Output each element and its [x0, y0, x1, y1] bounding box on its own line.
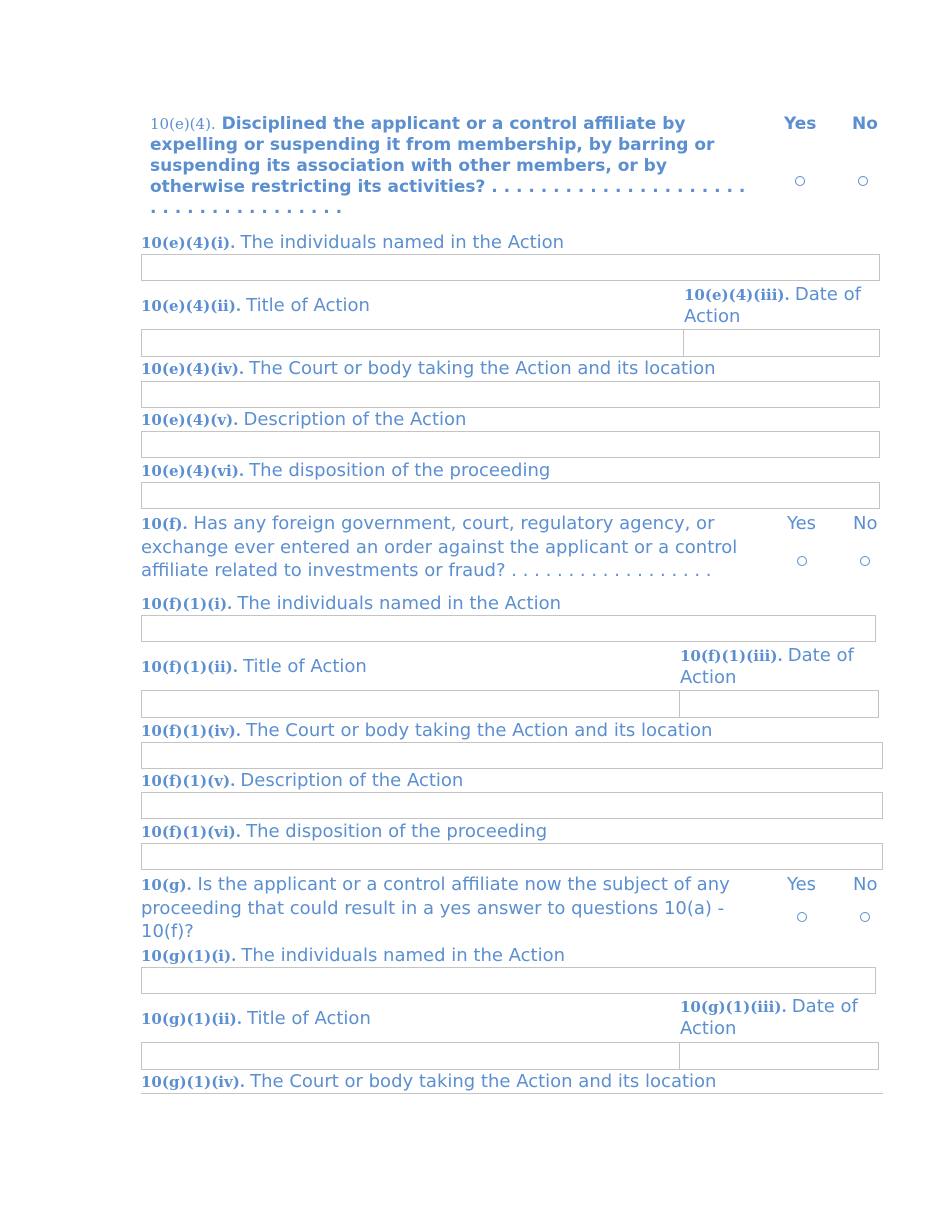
field-label-10f1-vi [141, 821, 547, 842]
field-number: 10(e)(4)(i). [141, 234, 236, 252]
field-label-10g1-ii [141, 1008, 371, 1029]
field-number: 10(f)(1)(i). [141, 595, 233, 613]
title-input-10f1[interactable] [141, 690, 681, 718]
field-number: 10(e)(4)(vi). [141, 462, 245, 480]
radio-yes-10f[interactable] [797, 556, 807, 566]
field-label-10e4-iv [141, 358, 716, 379]
field-label: Date of Action [680, 996, 858, 1039]
field-number: 10(f)(1)(ii). [141, 658, 238, 676]
radio-no-10f[interactable] [860, 556, 870, 566]
individuals-input-10g1[interactable] [141, 967, 876, 994]
date-input-10f1[interactable] [679, 690, 879, 718]
field-label: The Court or body taking the Action and its location [250, 1071, 717, 1092]
field-label-10e4-vi [141, 460, 550, 481]
field-label: Description of the Action [243, 409, 467, 430]
radio-yes-10e4[interactable] [795, 176, 805, 186]
radio-yes-10g[interactable] [797, 912, 807, 922]
question-10g [141, 873, 761, 943]
field-number: 10(e)(4)(ii). [141, 297, 242, 315]
date-input-10g1[interactable] [679, 1042, 879, 1070]
field-label: The Court or body taking the Action and its location [246, 720, 713, 741]
field-number: 10(f)(1)(iii). [680, 647, 783, 665]
field-label: The individuals named in the Action [241, 945, 566, 966]
yes-label: Yes [787, 513, 817, 534]
yes-label: Yes [787, 874, 817, 895]
description-input-10f1[interactable] [141, 792, 883, 819]
field-number: 10(g)(1)(iv). [141, 1073, 246, 1091]
field-label-10e4-i [141, 232, 564, 253]
field-label: Title of Action [243, 656, 367, 677]
field-number: 10(e)(4)(iii). [684, 286, 790, 304]
field-label-10f1-ii [141, 656, 367, 677]
individuals-input-10e4[interactable] [141, 254, 880, 281]
field-label: Title of Action [247, 1008, 371, 1029]
section-divider [141, 1093, 883, 1094]
field-label-10e4-ii [141, 295, 370, 316]
field-label: Title of Action [246, 295, 370, 316]
field-number: 10(e)(4)(v). [141, 411, 239, 429]
field-label-10g1-iv [141, 1071, 716, 1092]
disposition-input-10f1[interactable] [141, 843, 883, 870]
field-label: The individuals named in the Action [240, 232, 565, 253]
field-label-10g1-i [141, 945, 565, 966]
court-input-10f1[interactable] [141, 742, 883, 769]
field-number: 10(g)(1)(ii). [141, 1010, 243, 1028]
field-label: Description of the Action [240, 770, 464, 791]
question-text: Has any foreign government, court, regulatory agency, or exchange ever entered an order against the applicant or a control affiliate related to investments or fraud? . . . . . . . . . . . . . . . . . . [141, 513, 738, 581]
field-number: 10(e)(4)(iv). [141, 360, 245, 378]
court-input-10e4[interactable] [141, 381, 880, 408]
yes-label: Yes [784, 114, 817, 134]
radio-no-10g[interactable] [860, 912, 870, 922]
no-label: No [853, 874, 878, 895]
field-label: Date of Action [680, 645, 854, 688]
radio-no-10e4[interactable] [858, 176, 868, 186]
field-label-10f1-v [141, 770, 463, 791]
no-label: No [853, 513, 878, 534]
field-label-10f1-iv [141, 720, 712, 741]
field-number: 10(g)(1)(iii). [680, 998, 787, 1016]
question-text: Is the applicant or a control affiliate now the subject of any proceeding that could result in a yes answer to questions 10(a) - 10(f)? [141, 874, 730, 942]
question-10f [141, 512, 766, 582]
field-label-10e4-v [141, 409, 466, 430]
field-label-10e4-iii [684, 284, 874, 328]
question-10e4 [150, 114, 755, 219]
title-input-10e4[interactable] [141, 329, 685, 357]
field-label: The Court or body taking the Action and its location [249, 358, 716, 379]
field-label-10f1-iii [680, 645, 870, 689]
date-input-10e4[interactable] [683, 329, 880, 357]
field-number: 10(f)(1)(vi). [141, 823, 241, 841]
field-label: The individuals named in the Action [237, 593, 561, 614]
field-label-10f1-i [141, 593, 561, 614]
question-number: 10(g). [141, 876, 192, 894]
field-label: The disposition of the proceeding [249, 460, 551, 481]
field-label-10g1-iii [680, 996, 870, 1040]
no-label: No [852, 114, 878, 134]
field-label: The disposition of the proceeding [246, 821, 548, 842]
question-text: Disciplined the applicant or a control affiliate by expelling or suspending it from membership, by barring or suspending its association with other members, or by otherwise restricting its activities? . . . . . . . . . . . . . . . . . . . . . . . . . . . . . . . . . . . . . [150, 114, 746, 218]
field-number: 10(g)(1)(i). [141, 947, 237, 965]
field-label: Date of Action [684, 284, 861, 327]
title-input-10g1[interactable] [141, 1042, 681, 1070]
question-number: 10(f). [141, 515, 188, 533]
field-number: 10(f)(1)(iv). [141, 722, 241, 740]
disposition-input-10e4[interactable] [141, 482, 880, 509]
individuals-input-10f1[interactable] [141, 615, 876, 642]
question-number: 10(e)(4). [150, 115, 216, 133]
description-input-10e4[interactable] [141, 431, 880, 458]
field-number: 10(f)(1)(v). [141, 772, 236, 790]
